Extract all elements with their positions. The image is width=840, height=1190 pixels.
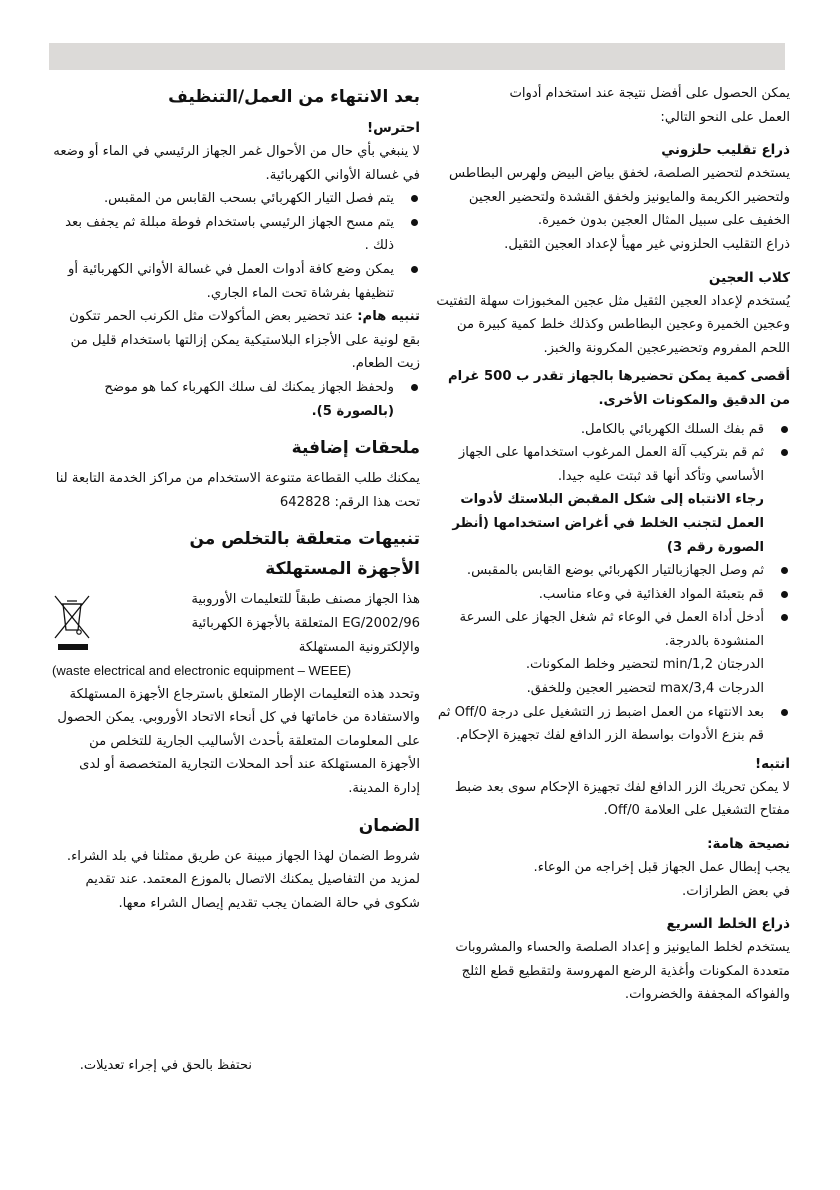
left-column [52,82,420,915]
speed-setting-2: الدرجات max/3,4 لتحضير العجين وللخفق. [526,681,764,697]
crossed-out-wheelie-bin-icon [52,592,92,642]
intro-line-1: يمكن الحصول على أفضل نتيجة عند استخدام أدوات [509,86,790,101]
cleaning-title: بعد الانتهاء من العمل/التنظيف [168,87,420,107]
speed-setting-1: الدرجتان min/1,2 لتحضير وخلط المكونات. [525,657,764,673]
important-label: تنبيه هام: [357,309,420,325]
usage-steps [436,418,790,748]
important-body: عند تحضير بعض المأكولات مثل الكرنب الحمر تتكون بقع لونية على الأجزاء البلاستيكية يمكن إزالتها باستخدام قليل من زيت الطعام. [69,309,420,372]
weee-notice [52,588,420,659]
blender-title: ذراع الخلط السريع [666,916,790,933]
step-item: قم بفك السلك الكهربائي بالكامل. [436,418,764,442]
footer-note: نحتفظ بالحق في إجراء تعديلات. [79,1058,252,1073]
header-bar [49,43,785,70]
attention-body: لا يمكن تحريك الزر الدافع لفك تجهيزة الإحكام سوى بعد ضبط مفتاح التشغيل على العلامة Off/0. [454,779,790,819]
weee-line-2: 2002/96/EG المتعلقة بالأجهزة الكهربائية [191,615,420,631]
max-amount-note: أقصى كمية يمكن تحضيرها بالجهاز تقدر ب 500 غرام من الدقيق والمكونات الأخرى. [447,369,790,408]
disposal-title-line-1: تنبيهات متعلقة بالتخلص من [189,529,420,550]
dough-hook-title: كلاب العجين [708,269,790,286]
tool-handle-note: رجاء الانتباه إلى شكل المقبض البلاستك لأدوات العمل لتجنب الخلط في أغراض استخدامها (أنظر الصورة رقم 3) [452,492,764,555]
cleaning-item: يمكن وضع كافة أدوات العمل في غسالة الأواني الكهربائية أو تنظيفها بفرشاة تحت الماء الجاري. [52,258,394,305]
storage-bullets [52,376,420,423]
tip-line-2: في بعض الطرازات. [682,883,790,899]
step-item: ثم قم بتركيب آلة العمل المرغوب استخدامها على الجهاز الأساسي وتأكد أنها قد ثبتت عليه جيدا. رجاء الانتباه إلى شكل المقبض البلاستك لأدوات العمل لتجنب الخلط في أغراض استخدامها (أنظر الصورة رقم 3) [436,441,764,559]
tip-title: نصيحة هامة: [707,836,790,853]
disposal-body: وتحدد هذه التعليمات الإطار المتعلق باسترجاع الأجهزة المستهلكة والاستفادة من خاماتها في كل أنحاء الاتحاد الأوروبي. يمكن الحصول على المعلومات المتعلقة بأحدث الأساليب الجارية للتخلص من الأجهزة المستهلكة عند أحد المحلات التجارية المتخصصة أو لدى إدارة المدينة. [57,686,420,797]
weee-line-1: هذا الجهاز مصنف طبقاً للتعليمات الأوروبية [191,592,420,608]
cleaning-item: يتم فصل التيار الكهربائي بسحب القابس من المقبس. [52,187,394,211]
warning-title: احترس! [366,120,420,136]
weee-bar [58,644,88,650]
dough-hook-body: يُستخدم لإعداد العجين الثقيل مثل عجين المخبوزات سهلة التفتيت وعجين الخميرة وعجين البطاطس وكذلك خلط كمية كبيرة من اللحم المفروم وتحضيرعجين المكرونة والخبز. [436,293,790,356]
warranty-body: شروط الضمان لهذا الجهاز مبينة عن طريق ممثلنا في بلد الشراء. لمزيد من التفاصيل يمكنك الاتصال بالموزع المعتمد. عند تقديم شكوى في حالة الضمان يجب تقديم إيصال الشراء معها. [66,848,420,911]
whisk-body: يستخدم لتحضير الصلصة، لخفق بياض البيض ولهرس البطاطس ولتحضير الكريمة والمايونيز ولخفق القشدة ولتحضير العجين الخفيف على سبيل المثال العجين بدون خميرة. [448,166,790,229]
disposal-title-line-2: الأجهزة المستهلكة [265,559,420,580]
right-column [436,82,790,1007]
step-item: بعد الانتهاء من العمل اضبط زر التشغيل على درجة Off/0 ثم قم بنزع الأدوات بواسطة الزر الدافع لفك تجهيزة الإحكام. [436,701,764,748]
intro-line-2: العمل على النحو التالي: [660,109,790,125]
step-item: أدخل أداة العمل في الوعاء ثم شغل الجهاز على السرعة المنشودة بالدرجة. الدرجتان min/1,2 لتحضير وخلط المكونات. الدرجات max/3,4 لتحضير العجين وللخفق. [436,606,764,700]
weee-line-3: والإلكترونية المستهلكة [298,639,420,655]
step-item: ثم وصل الجهازبالتيار الكهربائي بوضع القابس بالمقبس. [436,559,764,583]
tip-line-1: يجب إبطال عمل الجهاز قبل إخراجه من الوعاء. [533,860,790,876]
warning-body: لا ينبغي بأي حال من الأحوال غمر الجهاز الرئيسي في الماء أو وضعه في غسالة الأواني الكهربائية. [53,144,420,183]
accessories-body: يمكنك طلب القطاعة متنوعة الاستخدام من مراكز الخدمة التابعة لنا تحت هذا الرقم: 642828 [55,471,420,510]
whisk-title: ذراع تقليب حلزوني [661,142,790,159]
attention-title: انتبه! [754,755,790,772]
figure-reference: (بالصورة 5). [311,403,394,419]
warranty-title: الضمان [358,815,420,836]
storage-item: ولحفظ الجهاز يمكنك لف سلك الكهرباء كما هو موضح (بالصورة 5). [52,376,394,423]
cleaning-bullets [52,187,420,305]
service-number: 642828 [279,494,331,510]
weee-english: (waste electrical and electronic equipment – WEEE) [52,663,352,679]
accessories-title: ملحقات إضافية [291,438,420,459]
important-note [52,305,420,376]
cleaning-item: يتم مسح الجهاز الرئيسي باستخدام فوطة مبللة ثم يجفف بعد ذلك . [52,211,394,258]
step-item: قم بتعبئة المواد الغذائية في وعاء مناسب. [436,583,764,607]
blender-body: يستخدم لخلط المايونيز و إعداد الصلصة والحساء والمشروبات متعددة المكونات وأغذية الرضع المهروسة ولتقطيع قطع الثلج والفواكه المجففة والخضروات. [455,940,790,1003]
whisk-note: ذراع التقليب الحلزوني غير مهيأ لإعداد العجين الثقيل. [504,236,790,252]
